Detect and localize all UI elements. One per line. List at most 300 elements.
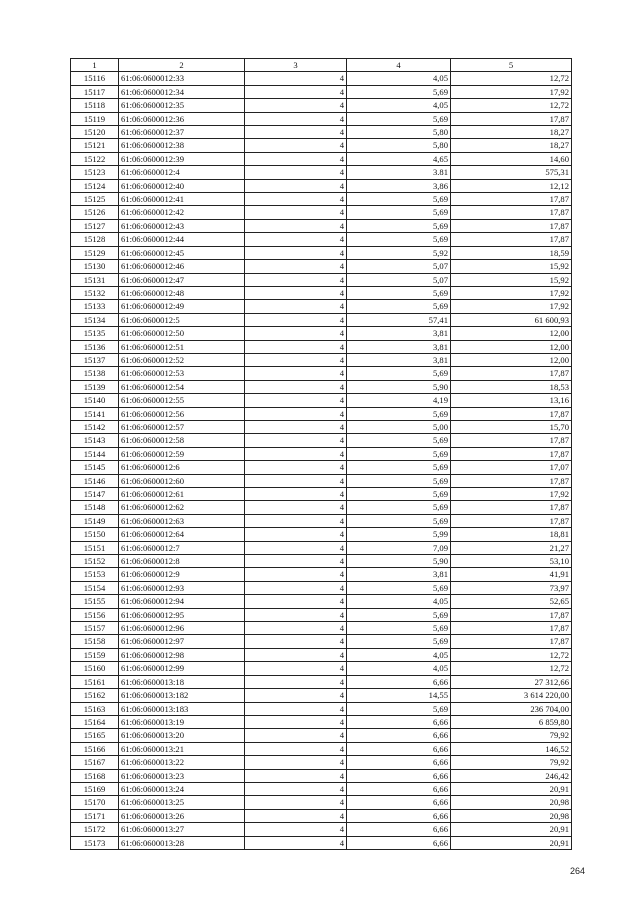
value-cell: 12,72 [451,648,572,661]
row-number-cell: 15163 [71,702,119,715]
table-row [71,541,572,554]
row-number-cell: 15126 [71,206,119,219]
category-cell: 4 [245,353,347,366]
table-row [71,420,572,433]
row-number-cell: 15129 [71,246,119,259]
category-cell: 4 [245,219,347,232]
row-number-cell: 15140 [71,394,119,407]
cadastral-number-cell: 61:06:0600012:40 [119,179,245,192]
category-cell: 4 [245,72,347,85]
row-number-cell: 15124 [71,179,119,192]
table-row [71,260,572,273]
value-cell: 17,87 [451,233,572,246]
rate-cell: 3,81 [347,327,451,340]
cadastral-number-cell: 61:06:0600012:93 [119,581,245,594]
table-row [71,823,572,836]
category-cell: 4 [245,702,347,715]
page-number: 264 [569,866,585,876]
rate-cell: 5,69 [347,581,451,594]
table-row [71,836,572,849]
category-cell: 4 [245,474,347,487]
row-number-cell: 15162 [71,689,119,702]
category-cell: 4 [245,166,347,179]
rate-cell: 6,66 [347,796,451,809]
category-cell: 4 [245,555,347,568]
cadastral-number-cell: 61:06:0600012:94 [119,595,245,608]
row-number-cell: 15159 [71,648,119,661]
category-cell: 4 [245,126,347,139]
table-row [71,72,572,85]
value-cell: 12,00 [451,353,572,366]
row-number-cell: 15136 [71,340,119,353]
row-number-cell: 15133 [71,300,119,313]
table-row [71,340,572,353]
category-cell: 4 [245,635,347,648]
value-cell: 61 600,93 [451,313,572,326]
category-cell: 4 [245,568,347,581]
rate-cell: 5,69 [347,702,451,715]
rate-cell: 5,80 [347,139,451,152]
category-cell: 4 [245,367,347,380]
header-cell-3: 3 [245,59,347,72]
category-cell: 4 [245,246,347,259]
category-cell: 4 [245,622,347,635]
value-cell: 18,59 [451,246,572,259]
rate-cell: 6,66 [347,675,451,688]
row-number-cell: 15130 [71,260,119,273]
value-cell: 12,72 [451,662,572,675]
row-number-cell: 15123 [71,166,119,179]
cadastral-number-cell: 61:06:0600012:38 [119,139,245,152]
row-number-cell: 15160 [71,662,119,675]
table-row [71,219,572,232]
table-row [71,729,572,742]
rate-cell: 6,66 [347,769,451,782]
row-number-cell: 15138 [71,367,119,380]
table-row [71,689,572,702]
row-number-cell: 15117 [71,85,119,98]
row-number-cell: 15118 [71,99,119,112]
row-number-cell: 15153 [71,568,119,581]
table-row [71,193,572,206]
table-row [71,595,572,608]
cadastral-number-cell: 61:06:0600012:98 [119,648,245,661]
rate-cell: 3,81 [347,568,451,581]
row-number-cell: 15137 [71,353,119,366]
rate-cell: 3,86 [347,179,451,192]
row-number-cell: 15152 [71,555,119,568]
row-number-cell: 15146 [71,474,119,487]
rate-cell: 5,69 [347,608,451,621]
value-cell: 17,87 [451,635,572,648]
rate-cell: 5,69 [347,434,451,447]
table-row [71,756,572,769]
value-cell: 17,87 [451,514,572,527]
cadastral-number-cell: 61:06:0600013:27 [119,823,245,836]
cadastral-number-cell: 61:06:0600013:21 [119,742,245,755]
cadastral-number-cell: 61:06:0600013:26 [119,809,245,822]
row-number-cell: 15122 [71,152,119,165]
table-row [71,233,572,246]
row-number-cell: 15151 [71,541,119,554]
rate-cell: 6,66 [347,742,451,755]
table-row [71,367,572,380]
row-number-cell: 15168 [71,769,119,782]
cadastral-number-cell: 61:06:0600013:22 [119,756,245,769]
value-cell: 146,52 [451,742,572,755]
cadastral-number-cell: 61:06:0600012:43 [119,219,245,232]
category-cell: 4 [245,514,347,527]
rate-cell: 6,66 [347,809,451,822]
row-number-cell: 15161 [71,675,119,688]
row-number-cell: 15158 [71,635,119,648]
table-row [71,273,572,286]
row-number-cell: 15155 [71,595,119,608]
cadastral-number-cell: 61:06:0600012:47 [119,273,245,286]
rate-cell: 5,69 [347,286,451,299]
value-cell: 20,98 [451,809,572,822]
cadastral-number-cell: 61:06:0600012:4 [119,166,245,179]
table-row [71,514,572,527]
cadastral-number-cell: 61:06:0600012:52 [119,353,245,366]
table-row [71,353,572,366]
table-row [71,126,572,139]
value-cell: 18,53 [451,380,572,393]
row-number-cell: 15148 [71,501,119,514]
table-row [71,782,572,795]
rate-cell: 4,05 [347,648,451,661]
category-cell: 4 [245,179,347,192]
table-row [71,179,572,192]
table-row [71,809,572,822]
category-cell: 4 [245,782,347,795]
table-row [71,675,572,688]
row-number-cell: 15142 [71,420,119,433]
value-cell: 17,92 [451,286,572,299]
value-cell: 20,91 [451,782,572,795]
cadastral-number-cell: 61:06:0600012:42 [119,206,245,219]
rate-cell: 6,66 [347,782,451,795]
cadastral-number-cell: 61:06:0600012:53 [119,367,245,380]
value-cell: 12,72 [451,99,572,112]
value-cell: 13,16 [451,394,572,407]
row-number-cell: 15147 [71,488,119,501]
table-row [71,769,572,782]
category-cell: 4 [245,434,347,447]
table-row [71,300,572,313]
table-row [71,246,572,259]
data-table [70,58,572,850]
category-cell: 4 [245,729,347,742]
rate-cell: 5,69 [347,219,451,232]
category-cell: 4 [245,112,347,125]
category-cell: 4 [245,461,347,474]
value-cell: 15,92 [451,273,572,286]
cadastral-number-cell: 61:06:0600012:48 [119,286,245,299]
cadastral-number-cell: 61:06:0600012:45 [119,246,245,259]
rate-cell: 5,69 [347,488,451,501]
header-cell-5: 5 [451,59,572,72]
value-cell: 17,87 [451,219,572,232]
category-cell: 4 [245,139,347,152]
row-number-cell: 15119 [71,112,119,125]
row-number-cell: 15125 [71,193,119,206]
cadastral-number-cell: 61:06:0600012:7 [119,541,245,554]
category-cell: 4 [245,206,347,219]
header-cell-4: 4 [347,59,451,72]
row-number-cell: 15154 [71,581,119,594]
value-cell: 18,27 [451,126,572,139]
cadastral-number-cell: 61:06:0600012:63 [119,514,245,527]
category-cell: 4 [245,648,347,661]
table-row [71,112,572,125]
table-row [71,715,572,728]
row-number-cell: 15172 [71,823,119,836]
rate-cell: 5,80 [347,126,451,139]
value-cell: 17,87 [451,501,572,514]
row-number-cell: 15144 [71,447,119,460]
value-cell: 6 859,80 [451,715,572,728]
rate-cell: 5,69 [347,112,451,125]
cadastral-number-cell: 61:06:0600012:61 [119,488,245,501]
cadastral-number-cell: 61:06:0600012:50 [119,327,245,340]
row-number-cell: 15173 [71,836,119,849]
row-number-cell: 15149 [71,514,119,527]
cadastral-number-cell: 61:06:0600012:37 [119,126,245,139]
cadastral-number-cell: 61:06:0600012:58 [119,434,245,447]
table-row [71,635,572,648]
rate-cell: 5,69 [347,407,451,420]
table-row [71,461,572,474]
table-row [71,286,572,299]
rate-cell: 4,05 [347,662,451,675]
row-number-cell: 15135 [71,327,119,340]
row-number-cell: 15120 [71,126,119,139]
value-cell: 53,10 [451,555,572,568]
category-cell: 4 [245,689,347,702]
cadastral-number-cell: 61:06:0600012:59 [119,447,245,460]
category-cell: 4 [245,756,347,769]
table-row [71,407,572,420]
category-cell: 4 [245,836,347,849]
value-cell: 17,87 [451,622,572,635]
rate-cell: 3,81 [347,353,451,366]
row-number-cell: 15141 [71,407,119,420]
category-cell: 4 [245,394,347,407]
value-cell: 79,92 [451,729,572,742]
rate-cell: 5,69 [347,461,451,474]
category-cell: 4 [245,327,347,340]
rate-cell: 6,66 [347,836,451,849]
value-cell: 17,87 [451,206,572,219]
table-row [71,555,572,568]
row-number-cell: 15170 [71,796,119,809]
value-cell: 20,98 [451,796,572,809]
category-cell: 4 [245,286,347,299]
rate-cell: 5,69 [347,501,451,514]
cadastral-number-cell: 61:06:0600013:182 [119,689,245,702]
cadastral-number-cell: 61:06:0600012:95 [119,608,245,621]
table-body [71,72,572,850]
cadastral-number-cell: 61:06:0600012:51 [119,340,245,353]
table-row [71,152,572,165]
cadastral-number-cell: 61:06:0600012:34 [119,85,245,98]
value-cell: 17,87 [451,193,572,206]
rate-cell: 6,66 [347,715,451,728]
table-row [71,528,572,541]
table-row [71,488,572,501]
cadastral-number-cell: 61:06:0600012:5 [119,313,245,326]
row-number-cell: 15116 [71,72,119,85]
value-cell: 21,27 [451,541,572,554]
cadastral-number-cell: 61:06:0600012:41 [119,193,245,206]
row-number-cell: 15127 [71,219,119,232]
cadastral-number-cell: 61:06:0600012:39 [119,152,245,165]
category-cell: 4 [245,260,347,273]
category-cell: 4 [245,541,347,554]
cadastral-number-cell: 61:06:0600012:44 [119,233,245,246]
rate-cell: 6,66 [347,823,451,836]
table-row [71,702,572,715]
cadastral-number-cell: 61:06:0600013:23 [119,769,245,782]
row-number-cell: 15139 [71,380,119,393]
rate-cell: 5,90 [347,555,451,568]
cadastral-number-cell: 61:06:0600012:96 [119,622,245,635]
value-cell: 17,92 [451,488,572,501]
rate-cell: 5,69 [347,447,451,460]
row-number-cell: 15121 [71,139,119,152]
row-number-cell: 15171 [71,809,119,822]
table-row [71,501,572,514]
value-cell: 20,91 [451,836,572,849]
table-row [71,568,572,581]
rate-cell: 5,69 [347,367,451,380]
cadastral-number-cell: 61:06:0600012:99 [119,662,245,675]
row-number-cell: 15167 [71,756,119,769]
rate-cell: 4,65 [347,152,451,165]
cadastral-number-cell: 61:06:0600012:64 [119,528,245,541]
value-cell: 17,87 [451,474,572,487]
row-number-cell: 15128 [71,233,119,246]
cadastral-number-cell: 61:06:0600012:8 [119,555,245,568]
cadastral-number-cell: 61:06:0600013:183 [119,702,245,715]
value-cell: 236 704,00 [451,702,572,715]
category-cell: 4 [245,715,347,728]
cadastral-number-cell: 61:06:0600012:60 [119,474,245,487]
category-cell: 4 [245,501,347,514]
cadastral-number-cell: 61:06:0600013:24 [119,782,245,795]
category-cell: 4 [245,447,347,460]
cadastral-number-cell: 61:06:0600012:97 [119,635,245,648]
category-cell: 4 [245,742,347,755]
row-number-cell: 15157 [71,622,119,635]
rate-cell: 4,05 [347,99,451,112]
table-row [71,474,572,487]
value-cell: 17,92 [451,85,572,98]
table-row [71,662,572,675]
rate-cell: 6,66 [347,729,451,742]
value-cell: 18,27 [451,139,572,152]
rate-cell: 5,69 [347,233,451,246]
category-cell: 4 [245,809,347,822]
rate-cell: 5,69 [347,300,451,313]
value-cell: 246,42 [451,769,572,782]
category-cell: 4 [245,796,347,809]
value-cell: 575,31 [451,166,572,179]
table-row [71,139,572,152]
category-cell: 4 [245,152,347,165]
rate-cell: 7,09 [347,541,451,554]
category-cell: 4 [245,675,347,688]
table-row [71,581,572,594]
cadastral-number-cell: 61:06:0600012:9 [119,568,245,581]
row-number-cell: 15169 [71,782,119,795]
value-cell: 12,72 [451,72,572,85]
value-cell: 17,87 [451,608,572,621]
value-cell: 27 312,66 [451,675,572,688]
value-cell: 17,87 [451,447,572,460]
category-cell: 4 [245,662,347,675]
rate-cell: 14,55 [347,689,451,702]
cadastral-number-cell: 61:06:0600012:46 [119,260,245,273]
header-cell-1: 1 [71,59,119,72]
category-cell: 4 [245,340,347,353]
row-number-cell: 15143 [71,434,119,447]
category-cell: 4 [245,273,347,286]
value-cell: 17,92 [451,300,572,313]
rate-cell: 3.81 [347,166,451,179]
table-row [71,394,572,407]
value-cell: 20,91 [451,823,572,836]
row-number-cell: 15164 [71,715,119,728]
value-cell: 73,97 [451,581,572,594]
row-number-cell: 15166 [71,742,119,755]
value-cell: 52,65 [451,595,572,608]
rate-cell: 5,69 [347,622,451,635]
row-number-cell: 15131 [71,273,119,286]
cadastral-number-cell: 61:06:0600012:62 [119,501,245,514]
value-cell: 3 614 220,00 [451,689,572,702]
category-cell: 4 [245,407,347,420]
rate-cell: 5,07 [347,273,451,286]
row-number-cell: 15145 [71,461,119,474]
row-number-cell: 15156 [71,608,119,621]
cadastral-number-cell: 61:06:0600012:35 [119,99,245,112]
cadastral-number-cell: 61:06:0600012:33 [119,72,245,85]
rate-cell: 5,69 [347,206,451,219]
cadastral-number-cell: 61:06:0600013:20 [119,729,245,742]
rate-cell: 57,41 [347,313,451,326]
value-cell: 79,92 [451,756,572,769]
value-cell: 15,92 [451,260,572,273]
rate-cell: 4,19 [347,394,451,407]
value-cell: 17,87 [451,367,572,380]
rate-cell: 5,69 [347,635,451,648]
value-cell: 41,91 [451,568,572,581]
table-row [71,796,572,809]
category-cell: 4 [245,595,347,608]
table-row [71,434,572,447]
value-cell: 17,87 [451,407,572,420]
category-cell: 4 [245,85,347,98]
value-cell: 15,70 [451,420,572,433]
rate-cell: 4,05 [347,595,451,608]
category-cell: 4 [245,380,347,393]
category-cell: 4 [245,233,347,246]
value-cell: 12,00 [451,340,572,353]
cadastral-number-cell: 61:06:0600012:6 [119,461,245,474]
value-cell: 18,81 [451,528,572,541]
